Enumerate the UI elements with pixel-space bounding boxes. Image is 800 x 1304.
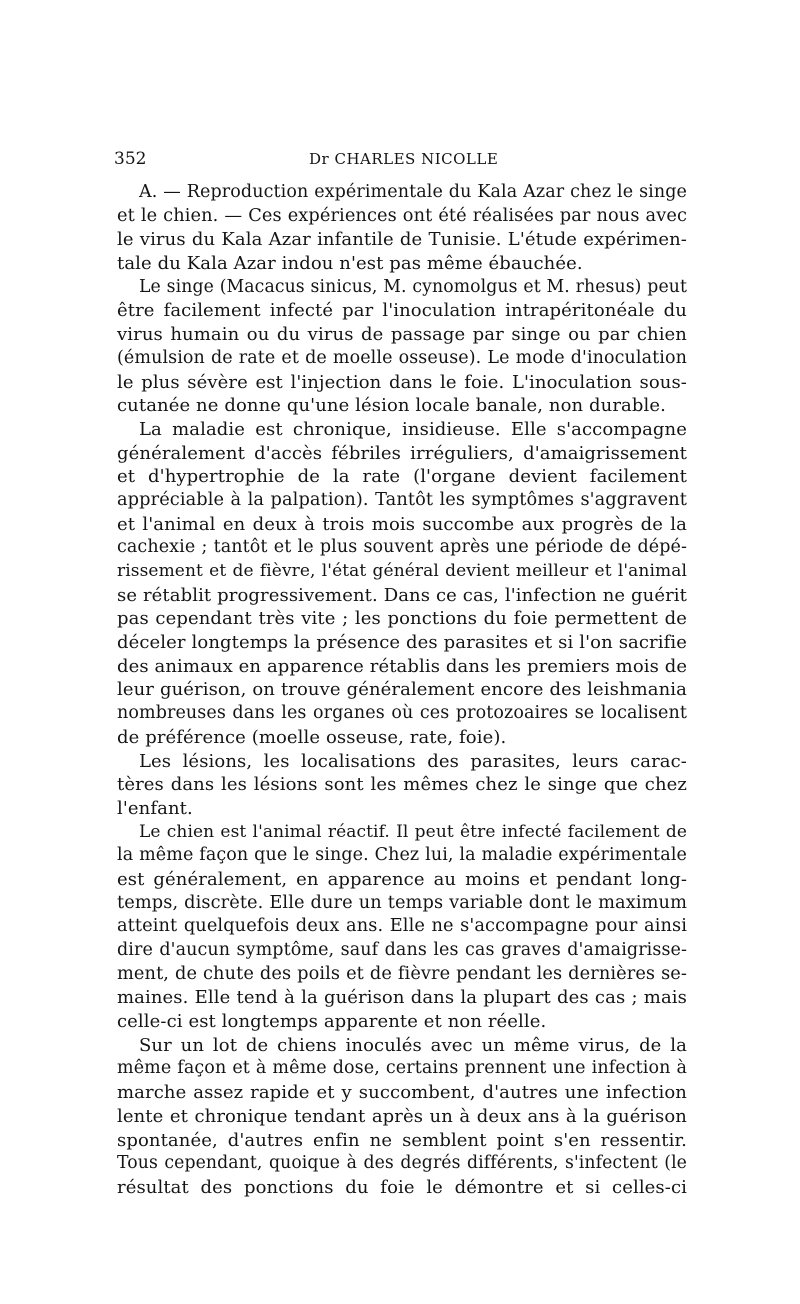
text-line: marche assez rapide et y succombent, d'autres une infection [117, 1082, 687, 1104]
text-line: déceler longtemps la présence des parasites et si l'on sacrifie [117, 632, 687, 654]
text-line: lente et chronique tendant après un à deux ans à la guérison [117, 1105, 687, 1127]
text-line: ment, de chute des poils et de fièvre pendant les dernières se- [117, 963, 687, 984]
text-line: et l'animal en deux à trois mois succombe aux progrès de la [117, 513, 687, 535]
text-line: l'enfant. [117, 797, 193, 819]
text-line: atteint quelquefois deux ans. Elle ne s'accompagne pour ainsi [117, 916, 687, 937]
text-line: maines. Elle tend à la guérison dans la plupart des cas ; mais [117, 987, 687, 1009]
text-line: appréciable à la palpation). Tantôt les symptômes s'aggravent [117, 489, 687, 510]
text-line: cutanée ne donne qu'une lésion locale banale, non durable. [117, 395, 666, 417]
text-line: même façon et à même dose, certains prennent une infection à [117, 1058, 687, 1079]
page-header [114, 146, 686, 172]
text-line: et d'hypertrophie de la rate (l'organe devient facilement [117, 466, 687, 488]
text-line: généralement d'accès fébriles irréguliers, d'amaigrissement [117, 442, 687, 464]
text-line: spontanée, d'autres enfin ne semblent point s'en ressentir. [117, 1129, 687, 1151]
text-line: de préférence (moelle osseuse, rate, foie). [117, 726, 507, 748]
text-line: être facilement infecté par l'inoculation intrapéritonéale du [117, 300, 687, 322]
text-line: le plus sévère est l'injection dans le foie. L'inoculation sous- [117, 371, 687, 393]
text-line: temps, discrète. Elle dure un temps variable dont le maximum [117, 892, 687, 913]
text-line: des animaux en apparence rétablis dans les premiers mois de [117, 655, 688, 677]
text-line: tale du Kala Azar indou n'est pas même ébauchée. [117, 253, 583, 275]
text-line: résultat des ponctions du foie le démontre et si celles-ci [117, 1176, 687, 1198]
text-line: le virus du Kala Azar infantile de Tunisie. L'étude expérimen- [117, 229, 687, 251]
text-line: nombreuses dans les organes où ces protozoaires se localisent [117, 703, 687, 724]
text-line: se rétablit progressivement. Dans ce cas, l'infection ne guérit [117, 584, 687, 606]
text-line: Les lésions, les localisations des parasites, leurs carac- [139, 750, 687, 772]
text-line: virus humain ou du virus de passage par singe ou par chien [117, 324, 687, 346]
page-number: 352 [114, 149, 147, 169]
text-line: et le chien. — Ces expériences ont été réalisées par nous avec [117, 205, 687, 226]
text-line: leur guérison, on trouve généralement encore des leishmania [117, 679, 687, 701]
text-line: (émulsion de rate et de moelle osseuse). Le mode d'inoculation [117, 347, 687, 368]
text-line: Le chien est l'animal réactif. Il peut être infecté facilement de [139, 821, 687, 842]
running-head: Dr CHARLES NICOLLE [309, 150, 499, 168]
text-line: la même façon que le singe. Chez lui, la maladie expérimentale [117, 845, 687, 866]
text-line: La maladie est chronique, insidieuse. Elle s'accompagne [139, 418, 687, 440]
text-line: est généralement, en apparence au moins et pendant long- [117, 868, 687, 890]
text-line: celle-ci est longtemps apparente et non réelle. [117, 1011, 547, 1033]
text-line: cachexie ; tantôt et le plus souvent après une période de dépé- [117, 537, 687, 558]
text-line: Le singe (Macacus sinicus, M. cynomolgus et M. rhesus) peut [139, 276, 687, 297]
body-text [117, 181, 687, 1200]
text-line: rissement et de fièvre, l'état général devient meilleur et l'animal [117, 561, 687, 581]
text-line: A. — Reproduction expérimentale du Kala Azar chez le singe [139, 182, 687, 202]
text-line: Sur un lot de chiens inoculés avec un même virus, de la [139, 1034, 687, 1056]
text-line: Tous cependant, quoique à des degrés différents, s'infectent (le [117, 1153, 687, 1174]
text-line: dire d'aucun symptôme, sauf dans les cas graves d'amaigrisse- [117, 940, 687, 960]
text-line: tères dans les lésions sont les mêmes chez le singe que chez [117, 774, 687, 796]
text-line: pas cependant très vite ; les ponctions du foie permettent de [117, 608, 687, 630]
